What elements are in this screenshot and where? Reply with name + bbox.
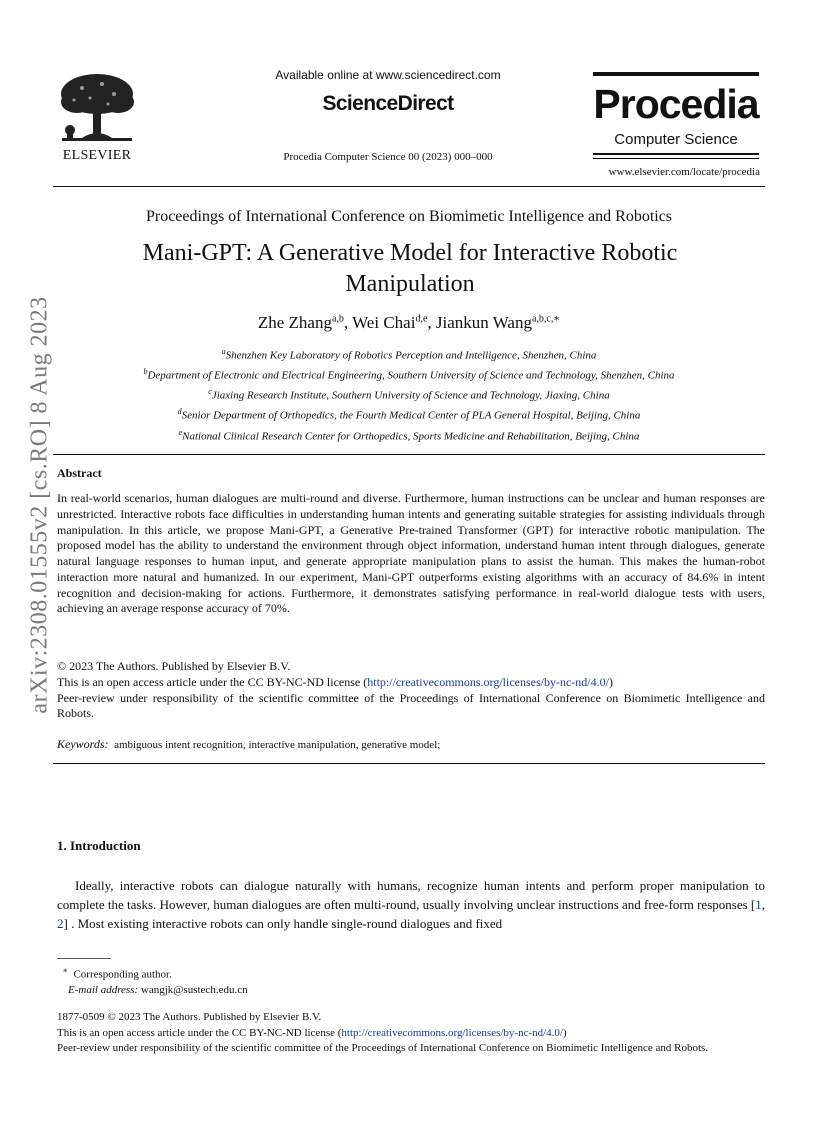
issn-line: 1877-0509 © 2023 The Authors. Published by Elsevier B.V. — [57, 1011, 322, 1023]
author-separator: , — [427, 313, 436, 332]
email-line — [57, 983, 248, 998]
footnote-mark: ∗ — [62, 966, 68, 975]
affiliation-text: Shenzhen Key Laboratory of Robotics Perception and Intelligence, Shenzhen, China — [225, 349, 597, 362]
procedia-bottom-rule-thin — [593, 158, 759, 159]
journal-reference: Procedia Computer Science 00 (2023) 000–000 — [283, 151, 493, 163]
affiliation-mark: c — [208, 387, 212, 397]
affiliation-text: Jiaxing Research Institute, Southern University of Science and Technology, Jiaxing, China — [211, 389, 610, 402]
affiliation-text: National Clinical Research Center for Orthopedics, Sports Medicine and Rehabilitation, Beijing, China — [182, 430, 640, 443]
keywords-line — [57, 737, 765, 752]
publisher-name: ELSEVIER — [62, 148, 132, 163]
open-access-line — [57, 675, 765, 691]
footnote-rule — [57, 958, 111, 959]
footnote — [57, 963, 248, 998]
email-address[interactable]: wangjk@sustech.edu.cn — [140, 983, 248, 996]
license-block — [57, 659, 765, 722]
author-affiliation-mark: a,b — [331, 313, 344, 325]
procedia-url[interactable]: www.elsevier.com/locate/procedia — [608, 166, 760, 178]
issn-peer-review-line: Peer-review under responsibility of the scientific committee of the Proceedings of International Conference on Biomimetic Intelligence and Robots. — [57, 1042, 709, 1054]
section-heading: 1. Introduction — [57, 838, 141, 853]
corresponding-author-text: Corresponding author. — [73, 968, 172, 981]
peer-review-line: Peer-review under responsibility of the scientific committee of the Proceedings of International Conference on Biomimetic Intelligence and Robots. — [57, 690, 765, 721]
affiliation-text: Department of Electronic and Electrical Engineering, Southern University of Science and Technology, Shenzhen, China — [147, 369, 675, 382]
abstract-top-rule — [53, 454, 765, 455]
author-affiliation-mark: d,e — [415, 313, 428, 325]
citation-separator: , — [761, 897, 765, 912]
email-label: E-mail address: — [68, 983, 139, 996]
abstract-body: In real-world scenarios, human dialogues are multi-round and diverse. Furthermore, human instructions can be unclear and human responses are unrestricted. Interactive robots face difficulties in understanding human intents and generating suitable strategies for assisting individuals through manipulation. In this article, we propose Mani-GPT, a Generative Pre-trained Transformer (GPT) for interactive robotic manipulation. The proposed model has the ability to understand the environment through object information, understand human intent through dialogues, generate natural language responses to human input, and generate appropriate manipulation plans to assist the human. This makes the human-robot interaction more natural and humanized. In our experiment, Mani-GPT outperforms existing algorithms with an accuracy of 84.6% in intent recognition and decision-making for actions. Furthermore, it demonstrates satisfying performance in real-world dialogue tests with users, achieving an average response accuracy of 70%. — [57, 491, 765, 616]
keywords-label: Keywords: — [57, 737, 109, 751]
intro-paragraph — [57, 876, 765, 933]
procedia-logo: Procedia — [593, 81, 759, 127]
issn-open-access-line — [57, 1026, 769, 1042]
affiliation-text: Senior Department of Orthopedics, the Fourth Medical Center of PLA General Hospital, Beijing, China — [181, 410, 641, 423]
available-online-text: Available online at www.sciencedirect.com — [275, 68, 501, 82]
intro-text-continued: ] . Most existing interactive robots can only handle single-round dialogues and fixed — [63, 916, 503, 931]
license-link[interactable]: http://creativecommons.org/licenses/by-nc-nd/4.0/ — [367, 674, 609, 689]
affiliation-mark: b — [143, 367, 148, 377]
affiliation-mark: e — [178, 427, 183, 437]
author-name: Zhe Zhang — [257, 313, 332, 332]
copyright-line: © 2023 The Authors. Published by Elsevier B.V. — [57, 659, 291, 673]
intro-text: Ideally, interactive robots can dialogue naturally with humans, recognize human intents and perform proper manipulation to complete the tasks. However, human dialogues are often multi-round, usually involving unclear instructions and free-form responses [ — [57, 878, 765, 912]
abstract-bottom-rule — [53, 763, 765, 764]
sciencedirect-logo: ScienceDirect — [322, 92, 454, 115]
open-access-text-end: ) — [608, 674, 613, 689]
procedia-subtitle: Computer Science — [614, 131, 738, 148]
proceedings-name: Proceedings of International Conference on Biomimetic Intelligence and Robotics — [145, 208, 673, 225]
header-divider — [53, 186, 765, 187]
keywords-text: ambiguous intent recognition, interactive manipulation, generative model; — [114, 739, 441, 751]
arxiv-stamp-text: arXiv:2308.01555v2 [cs.RO] 8 Aug 2023 — [26, 296, 53, 714]
affiliation-line — [53, 425, 765, 445]
abstract-heading: Abstract — [57, 466, 102, 480]
affiliation-mark: d — [177, 407, 182, 417]
open-access-text: This is an open access article under the CC BY-NC-ND license ( — [57, 674, 368, 689]
issn-block — [57, 1010, 769, 1057]
procedia-bottom-rule — [593, 153, 759, 155]
affiliation-list — [53, 344, 765, 445]
affiliation-mark: a — [221, 347, 226, 356]
issn-license-link[interactable]: http://creativecommons.org/licenses/by-nc-nd/4.0/ — [341, 1026, 563, 1039]
author-name: Jiankun Wang — [435, 313, 532, 332]
procedia-top-rule — [593, 72, 759, 76]
issn-open-access-text-end: ) — [563, 1026, 567, 1039]
paper-title: Mani-GPT: A Generative Model for Interactive Robotic Manipulation — [142, 240, 678, 297]
citation-link[interactable]: 1 — [755, 897, 762, 912]
issn-open-access-text: This is an open access article under the CC BY-NC-ND license ( — [57, 1026, 342, 1039]
affiliation-line — [53, 364, 765, 384]
corresponding-author-line — [57, 963, 248, 983]
affiliation-line — [53, 344, 765, 364]
citation-link[interactable]: 2 — [57, 916, 64, 931]
author-affiliation-mark: a,b,c,∗ — [531, 313, 561, 325]
author-separator: , — [343, 313, 353, 332]
affiliation-line — [53, 384, 765, 404]
author-list — [53, 313, 765, 333]
author-name: Wei Chai — [352, 313, 416, 332]
affiliation-line — [53, 404, 765, 424]
